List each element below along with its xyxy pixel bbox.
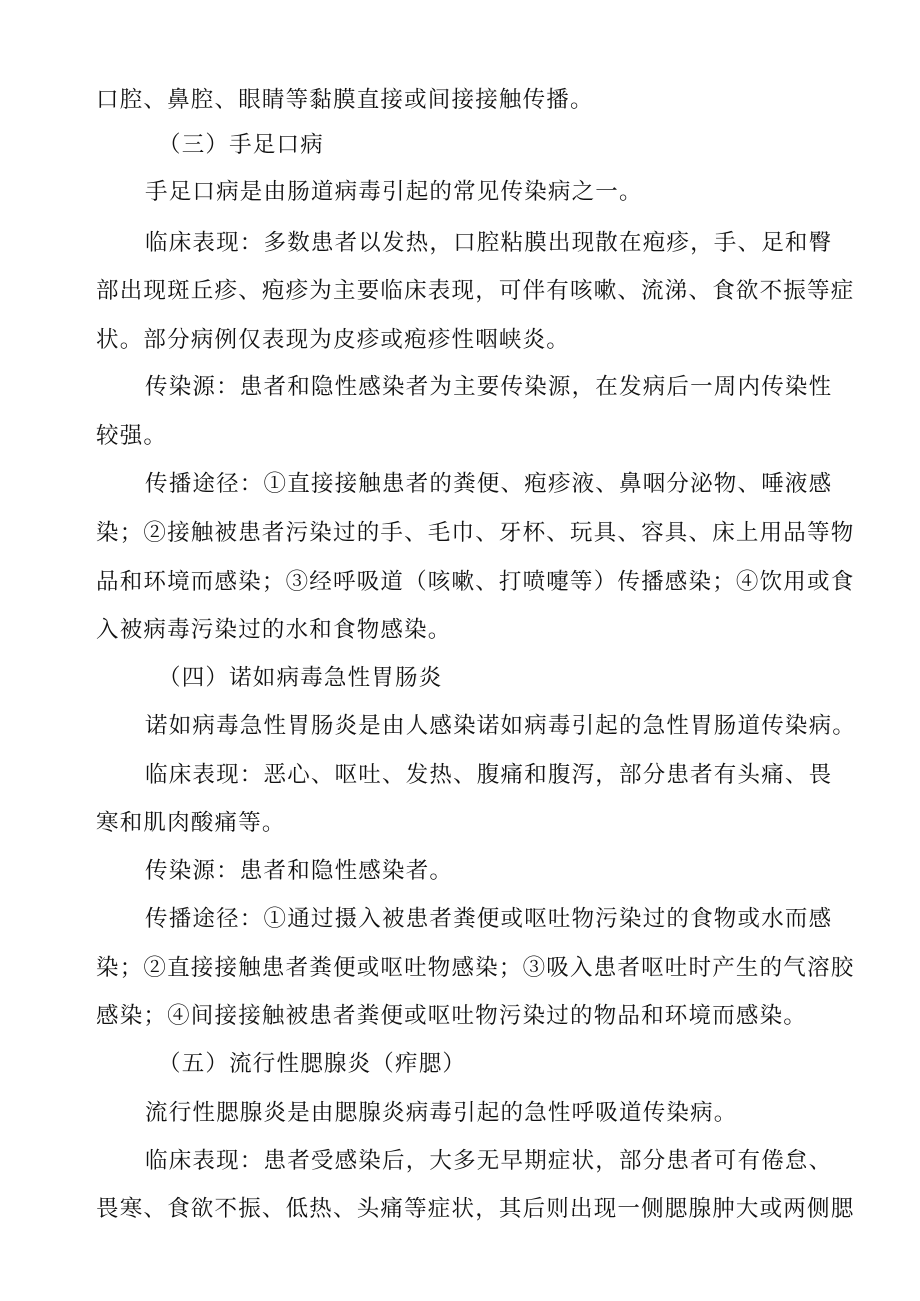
paragraph-line: 临床表现：患者受感染后，大多无早期症状，部分患者可有倦怠、 xyxy=(145,1148,833,1174)
paragraph-line: 临床表现：恶心、呕吐、发热、腹痛和腹泻，部分患者有头痛、畏 xyxy=(145,762,833,788)
text-line: 入被病毒污染过的水和食物感染。 xyxy=(96,617,452,643)
text-line: 畏寒、食欲不振、低热、头痛等症状，其后则出现一侧腮腺肿大或两侧腮 xyxy=(96,1196,855,1222)
text-line: 状。部分病例仅表现为皮疹或疱疹性咽峡炎。 xyxy=(96,327,571,353)
text-line: 寒和肌肉酸痛等。 xyxy=(96,810,286,836)
section-heading-3: （三）手足口病 xyxy=(158,132,324,158)
section-heading-5: （五）流行性腮腺炎（痄腮） xyxy=(158,1051,467,1077)
section-heading-4: （四）诺如病毒急性胃肠炎 xyxy=(158,665,443,691)
paragraph-line: 临床表现：多数患者以发热，口腔粘膜出现散在疱疹，手、足和臀 xyxy=(145,230,833,256)
paragraph-line: 传播途径：①直接接触患者的粪便、疱疹液、鼻咽分泌物、唾液感 xyxy=(145,471,833,497)
text-line: 感染；④间接接触被患者粪便或呕吐物污染过的物品和环境而感染。 xyxy=(96,1003,808,1029)
paragraph-line: 手足口病是由肠道病毒引起的常见传染病之一。 xyxy=(145,179,643,205)
paragraph-line: 传染源：患者和隐性感染者为主要传染源，在发病后一周内传染性 xyxy=(145,374,833,400)
text-line: 口腔、鼻腔、眼睛等黏膜直接或间接接触传播。 xyxy=(96,87,594,113)
text-line: 部出现斑丘疹、疱疹为主要临床表现，可伴有咳嗽、流涕、食欲不振等症 xyxy=(96,278,855,304)
paragraph-line: 诺如病毒急性胃肠炎是由人感染诺如病毒引起的急性胃肠道传染病。 xyxy=(145,713,857,739)
paragraph-line: 传染源：患者和隐性感染者。 xyxy=(145,858,454,884)
text-line: 染；②直接接触患者粪便或呕吐物感染；③吸入患者呕吐时产生的气溶胶 xyxy=(96,955,855,981)
paragraph-line: 流行性腮腺炎是由腮腺炎病毒引起的急性呼吸道传染病。 xyxy=(145,1100,738,1126)
text-line: 品和环境而感染；③经呼吸道（咳嗽、打喷嚏等）传播感染；④饮用或食 xyxy=(96,569,855,595)
text-line: 较强。 xyxy=(96,423,168,449)
paragraph-line: 传播途径：①通过摄入被患者粪便或呕吐物污染过的食物或水而感 xyxy=(145,906,833,932)
text-line: 染；②接触被患者污染过的手、毛巾、牙杯、玩具、容具、床上用品等物 xyxy=(96,520,855,546)
